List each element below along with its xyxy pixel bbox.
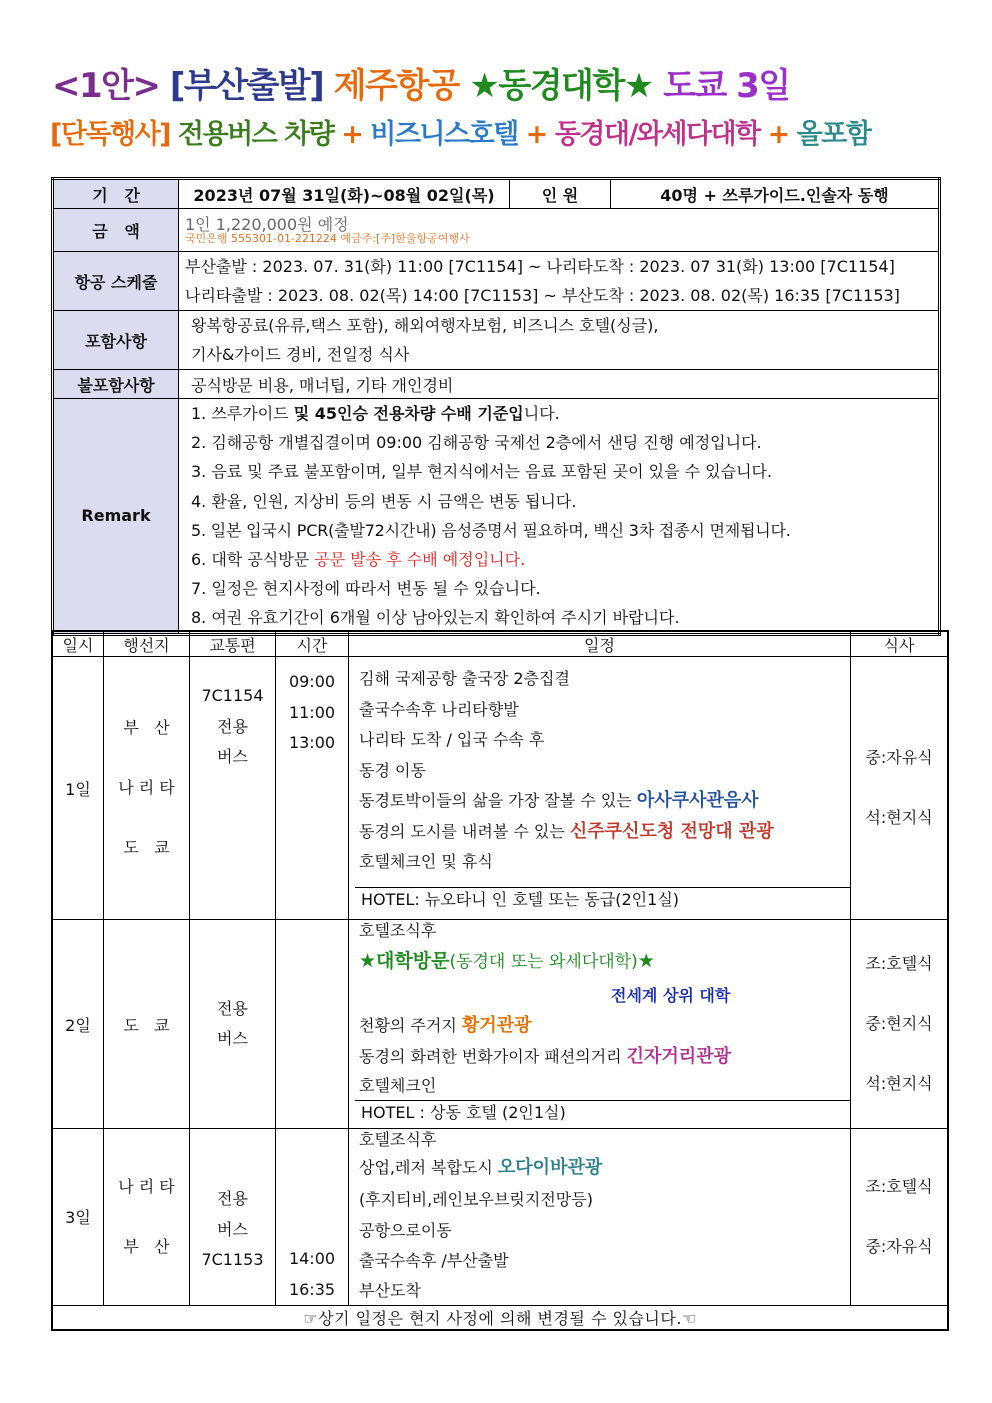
remark-item: 5. 일본 입국시 PCR(출발72시간내) 음성증명서 필요하며, 백신 3차 접종시 면제됩니다.	[191, 520, 791, 540]
itinerary-item: 나리타 도착 / 입국 수속 후	[359, 730, 545, 749]
destination: 부 산	[123, 1236, 170, 1256]
exclude-row	[53, 370, 940, 399]
highlight-ginza: 긴자거리관광	[626, 1045, 731, 1067]
title-destination: 도쿄 3일	[663, 66, 790, 106]
itinerary-item	[359, 1042, 846, 1073]
footer-row	[52, 1305, 948, 1330]
day3-itinerary	[349, 1129, 851, 1306]
schedule-table	[51, 630, 949, 1331]
time: 16:35	[288, 1279, 336, 1299]
header-meal: 식사	[851, 631, 949, 657]
day2-transport	[190, 920, 276, 1129]
day3-destinations	[104, 1129, 190, 1306]
exclude-label: 불포함사항	[53, 370, 179, 399]
meal: 조:호텔식	[865, 954, 933, 973]
itinerary-item	[359, 1011, 846, 1042]
day2-label: 2일	[52, 920, 104, 1129]
flight-outbound: 부산출발 : 2023. 07. 31(화) 11:00 [7C1154] ~ 나리타도착 : 2023. 07 31(화) 13:00 [7C1154]	[185, 257, 895, 276]
star-icon: ★	[637, 950, 655, 972]
day2-itinerary	[349, 920, 851, 1129]
destination: 부 산	[123, 718, 170, 737]
itinerary-item: 전세계 상위 대학	[611, 986, 731, 1005]
remark-label: Remark	[53, 399, 179, 635]
hotel-info: HOTEL: 뉴오타니 인 호텔 또는 동급(2인1실)	[355, 887, 850, 912]
day3-row	[52, 1129, 948, 1306]
flight-return: 나리타출발 : 2023. 08. 02(목) 14:00 [7C1153] ~ 부산도착 : 2023. 08. 02(목) 16:35 [7C1153]	[185, 286, 900, 305]
highlight-imperial-palace: 황거관광	[461, 1015, 532, 1036]
title-airline: 제주항공	[333, 66, 460, 106]
header-transport: 교통편	[190, 631, 276, 657]
itinerary-item	[359, 817, 846, 848]
footer-note: ☞상기 일정은 현지 사정에 의해 변경될 수 있습니다.☜	[52, 1305, 948, 1330]
itinerary-item: 김해 국제공항 출국장 2층집결	[359, 669, 570, 688]
itinerary-item: 부산도착	[359, 1280, 421, 1300]
header-itinerary: 일정	[349, 631, 851, 657]
subtitle-plus: +	[341, 119, 363, 150]
itinerary-text: 동경의 화려한 번화가이자 패션의거리	[359, 1046, 627, 1066]
transport-text: 전용	[217, 1189, 248, 1208]
title-departure: [부산출발]	[169, 66, 324, 106]
hotel-info: HOTEL : 상동 호텔 (2인1실)	[355, 1100, 850, 1125]
itinerary-item: 호텔체크인	[359, 1076, 437, 1095]
day2-destination: 도 쿄	[104, 920, 190, 1129]
flight-cell	[179, 252, 940, 311]
destination: 나 리 타	[118, 1176, 175, 1196]
itinerary-item	[359, 942, 846, 981]
remark-item: 3. 음료 및 주료 불포함이며, 일부 현지식에서는 음료 포함된 곳이 있을 수 있습니다.	[191, 462, 773, 482]
include-line: 기사&가이드 경비, 전일정 식사	[191, 345, 410, 364]
subtitle-hotel: 비즈니스호텔	[370, 119, 518, 150]
remark-row	[53, 399, 940, 635]
subtitle-plus: +	[525, 119, 547, 150]
page-title	[52, 58, 790, 107]
remark-item	[191, 399, 932, 428]
highlight-odaiba: 오다이바관광	[497, 1157, 603, 1178]
schedule-header-row	[52, 631, 948, 657]
remark-item: 8. 여권 유효기간이 6개월 이상 남아있는지 확인하여 주시기 바랍니다.	[191, 608, 680, 628]
day1-itinerary	[349, 657, 851, 920]
transport-text: 버스	[217, 747, 248, 766]
remark-text: 6. 대학 공식방문	[191, 550, 315, 570]
page-subtitle	[50, 112, 870, 151]
transport-text: 전용	[217, 999, 248, 1018]
remark-highlight: 공문 발송 후 수배 예정입니다.	[314, 550, 526, 570]
remark-item: 4. 환율, 인원, 지상비 등의 변동 시 금액은 변동 됩니다.	[191, 491, 577, 511]
day1-row	[52, 657, 948, 920]
day3-transport	[190, 1129, 276, 1306]
itinerary-text: (동경대 또는 와세다대학)	[449, 952, 638, 972]
subtitle-universities: 동경대/와세다대학	[554, 119, 760, 150]
transport-text: 버스	[217, 1219, 248, 1239]
time: 09:00	[288, 672, 336, 691]
day1-transport	[190, 657, 276, 920]
meal: 조:호텔식	[865, 1176, 933, 1196]
day1-times	[276, 657, 349, 920]
remark-cell	[179, 399, 940, 635]
subtitle-private: [단독행사]	[50, 119, 171, 150]
people-value: 40명 + 쓰루가이드.인솔자 동행	[611, 179, 940, 209]
destination: 나 리 타	[118, 778, 175, 797]
day2-row	[52, 920, 948, 1129]
period-row	[53, 179, 940, 209]
day1-meals	[851, 657, 949, 920]
subtitle-plus: +	[767, 119, 789, 150]
include-cell	[179, 311, 940, 370]
meal: 중:자유식	[865, 748, 933, 767]
bank-account: 국민은행 555301-01-221224 예금주:[주]한울항공여행사	[185, 231, 470, 245]
transport-text: 전용	[217, 716, 248, 736]
price-cell	[179, 209, 940, 252]
itinerary-item: 출국수속후 /부산출발	[359, 1251, 509, 1270]
period-value: 2023년 07월 31일(화)~08월 02일(목)	[179, 179, 510, 209]
itinerary-text: 상업,레저 복합도시	[359, 1158, 498, 1177]
highlight-university-visit: ★대학방문	[359, 950, 450, 972]
flight-label: 항공 스케줄	[53, 252, 179, 311]
itinerary-text: 동경토박이들의 삶을 가장 잘볼 수 있는	[359, 791, 637, 810]
highlight-sensoji: 아사쿠사관음사	[636, 790, 759, 811]
day3-meals	[851, 1129, 949, 1306]
itinerary-text: 천황의 주거지	[359, 1016, 462, 1035]
header-destination: 행선지	[104, 631, 190, 657]
subtitle-bus: 전용버스 차량	[177, 119, 334, 150]
remark-text: 1. 쓰루가이드	[191, 404, 294, 423]
day3-times	[276, 1129, 349, 1306]
itinerary-item: 호텔조식후	[359, 921, 437, 940]
flight-row	[53, 252, 940, 311]
itinerary-item	[359, 1151, 846, 1185]
time: 11:00	[288, 702, 336, 722]
price-value: 1인 1,220,000원 예정	[185, 214, 349, 234]
remark-item	[191, 545, 932, 574]
meal: 중:자유식	[865, 1236, 933, 1256]
info-table	[51, 177, 941, 636]
itinerary-item: 동경 이동	[359, 760, 426, 780]
day2-meals	[851, 920, 949, 1129]
time: 13:00	[288, 733, 336, 752]
period-label: 기 간	[53, 179, 179, 209]
header-time: 시간	[276, 631, 349, 657]
people-label: 인 원	[510, 179, 611, 209]
remark-text: 니다.	[523, 404, 560, 423]
subtitle-all-included: 올포함	[796, 119, 871, 150]
include-label: 포함사항	[53, 311, 179, 370]
price-label: 금 액	[53, 209, 179, 252]
header-day: 일시	[52, 631, 104, 657]
highlight-shinjuku: 신주쿠신도청 전망대 관광	[569, 820, 774, 842]
itinerary-item: (후지티비,레인보우브릿지전망등)	[359, 1190, 593, 1209]
itinerary-item: 호텔조식후	[359, 1130, 437, 1149]
title-university: ★동경대학★	[469, 66, 653, 106]
itinerary-item: 출국수속후 나리타향발	[359, 699, 519, 719]
transport-text: 버스	[217, 1029, 248, 1048]
remark-item: 2. 김해공항 개별집결이며 09:00 김해공항 국제선 2층에서 샌딩 진행 예정입니다.	[191, 433, 762, 453]
meal: 석:현지식	[865, 1074, 933, 1093]
day1-destinations	[104, 657, 190, 920]
meal: 중:현지식	[865, 1014, 933, 1033]
day3-label: 3일	[52, 1129, 104, 1306]
title-option: <1안>	[52, 66, 160, 106]
itinerary-item: 호텔체크인 및 휴식	[359, 852, 493, 871]
price-row	[53, 209, 940, 252]
itinerary-item	[359, 786, 846, 817]
flight-number: 7C1154	[201, 686, 264, 705]
meal: 석:현지식	[865, 808, 933, 827]
itinerary-item: 공항으로이동	[359, 1220, 452, 1240]
include-line: 왕복항공료(유류,택스 포함), 해외여행자보험, 비즈니스 호텔(싱글),	[191, 316, 659, 335]
day2-times	[276, 920, 349, 1129]
include-row	[53, 311, 940, 370]
itinerary-text: 동경의 도시를 내려볼 수 있는	[359, 821, 570, 841]
day1-label: 1일	[52, 657, 104, 920]
remark-item: 7. 일정은 현지사정에 따라서 변동 될 수 있습니다.	[191, 579, 541, 599]
remark-bold-text: 및 45인승 전용차량 수배 기준입	[293, 404, 524, 423]
destination: 도 쿄	[123, 838, 170, 857]
exclude-value: 공식방문 비용, 매너팁, 기타 개인경비	[179, 370, 940, 399]
flight-number: 7C1153	[201, 1250, 264, 1269]
time: 14:00	[288, 1248, 336, 1268]
